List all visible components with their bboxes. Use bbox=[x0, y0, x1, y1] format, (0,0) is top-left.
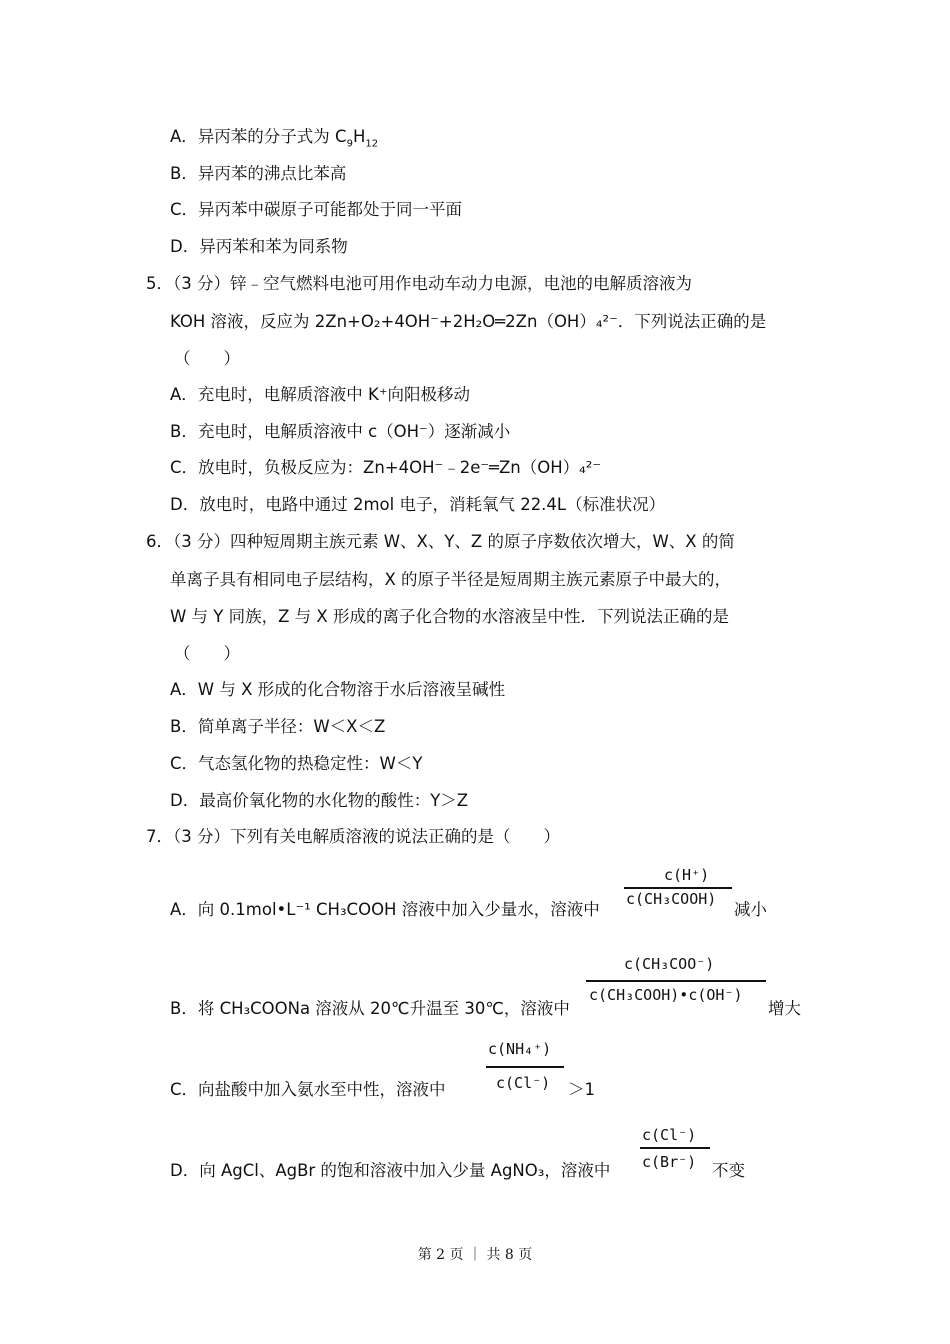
q7-option-a-denominator: c(CH₃COOH) bbox=[626, 890, 717, 908]
page-footer: 第 2 页 ｜ 共 8 页 bbox=[417, 1247, 533, 1263]
q7-option-d-fraction-bar bbox=[640, 1147, 710, 1149]
q5-stem-line1: 5．（3 分）锌﹣空气燃料电池可用作电动车动力电源，电池的电解质溶液为 bbox=[146, 274, 692, 293]
q7-option-b-text: B．将 CH₃COONa 溶液从 20℃升温至 30℃，溶液中 bbox=[170, 999, 570, 1018]
q5-answer-blank: （ ） bbox=[174, 349, 240, 368]
q4-option-a-text: A．异丙苯的分子式为 C bbox=[170, 127, 347, 146]
q4-option-d: D．异丙苯和苯为同系物 bbox=[170, 237, 348, 256]
q7-option-b-conclusion: 增大 bbox=[768, 999, 801, 1018]
q7-option-a-text: A．向 0.1mol•L⁻¹ CH₃COOH 溶液中加入少量水，溶液中 bbox=[170, 900, 600, 919]
q7-option-c-numerator: c(NH₄⁺) bbox=[488, 1040, 552, 1058]
q6-stem-line2: 单离子具有相同电子层结构，X 的原子半径是短周期主族元素原子中最大的， bbox=[170, 570, 732, 589]
q4-option-c: C．异丙苯中碳原子可能都处于同一平面 bbox=[170, 200, 463, 219]
q5-option-d: D．放电时，电路中通过 2mol 电子，消耗氧气 22.4L（标准状况） bbox=[170, 495, 666, 514]
q6-stem-line3: W 与 Y 同族，Z 与 X 形成的离子化合物的水溶液呈中性．下列说法正确的是 bbox=[170, 607, 729, 626]
q6-stem-line1: 6．（3 分）四种短周期主族元素 W、X、Y、Z 的原子序数依次增大，W、X 的简 bbox=[146, 532, 735, 551]
q7-option-b-fraction bbox=[586, 955, 766, 1015]
q5-option-b: B．充电时，电解质溶液中 c（OH⁻）逐渐减小 bbox=[170, 422, 511, 441]
q7-option-a-numerator: c(H⁺) bbox=[664, 866, 710, 884]
q7-option-d-numerator: c(Cl⁻) bbox=[642, 1126, 697, 1144]
q6-option-c: C．气态氢化物的热稳定性：W＜Y bbox=[170, 754, 423, 773]
q7-option-b-fraction-bar bbox=[586, 980, 766, 982]
q7-option-a-fraction bbox=[624, 866, 734, 916]
q5-option-c: C．放电时，负极反应为：Zn+4OH⁻﹣2e⁻═Zn（OH）₄²⁻ bbox=[170, 458, 602, 477]
q7-option-b-denominator: c(CH₃COOH)•c(OH⁻) bbox=[589, 986, 743, 1004]
q7-option-a-conclusion: 减小 bbox=[734, 900, 767, 919]
q7-option-d-text: D．向 AgCl、AgBr 的饱和溶液中加入少量 AgNO₃，溶液中 bbox=[170, 1161, 611, 1180]
q7-option-d-fraction bbox=[640, 1126, 712, 1178]
q6-option-a: A．W 与 X 形成的化合物溶于水后溶液呈碱性 bbox=[170, 680, 506, 699]
q7-option-d-denominator: c(Br⁻) bbox=[642, 1153, 697, 1171]
q4-option-a bbox=[170, 126, 378, 155]
q4-option-a-sub1: 9 bbox=[346, 138, 353, 150]
q7-option-d-conclusion: 不变 bbox=[712, 1161, 745, 1180]
q7-stem: 7．（3 分）下列有关电解质溶液的说法正确的是（ ） bbox=[146, 827, 560, 846]
q7-option-a-fraction-bar bbox=[624, 887, 732, 889]
q7-option-c-fraction bbox=[486, 1040, 566, 1100]
q4-option-a-mid: H bbox=[352, 127, 366, 146]
q5-option-a: A．充电时，电解质溶液中 K⁺向阳极移动 bbox=[170, 385, 471, 404]
q7-option-c-conclusion: ＞1 bbox=[568, 1080, 595, 1099]
q6-option-d: D．最高价氧化物的水化物的酸性：Y＞Z bbox=[170, 791, 469, 810]
q7-option-c-fraction-bar bbox=[486, 1066, 564, 1068]
q6-answer-blank: （ ） bbox=[174, 644, 240, 663]
q6-option-b: B．简单离子半径：W＜X＜Z bbox=[170, 717, 386, 736]
q7-option-c-denominator: c(Cl⁻) bbox=[496, 1074, 551, 1092]
q4-option-a-sub2: 12 bbox=[365, 138, 379, 150]
q7-option-b-numerator: c(CH₃COO⁻) bbox=[624, 955, 715, 973]
q5-stem-line2: KOH 溶液，反应为 2Zn+O₂+4OH⁻+2H₂O═2Zn（OH）₄²⁻．下列说法正确的是 bbox=[170, 312, 767, 331]
q4-option-b: B．异丙苯的沸点比苯高 bbox=[170, 164, 347, 183]
q7-option-c-text: C．向盐酸中加入氨水至中性，溶液中 bbox=[170, 1080, 446, 1099]
